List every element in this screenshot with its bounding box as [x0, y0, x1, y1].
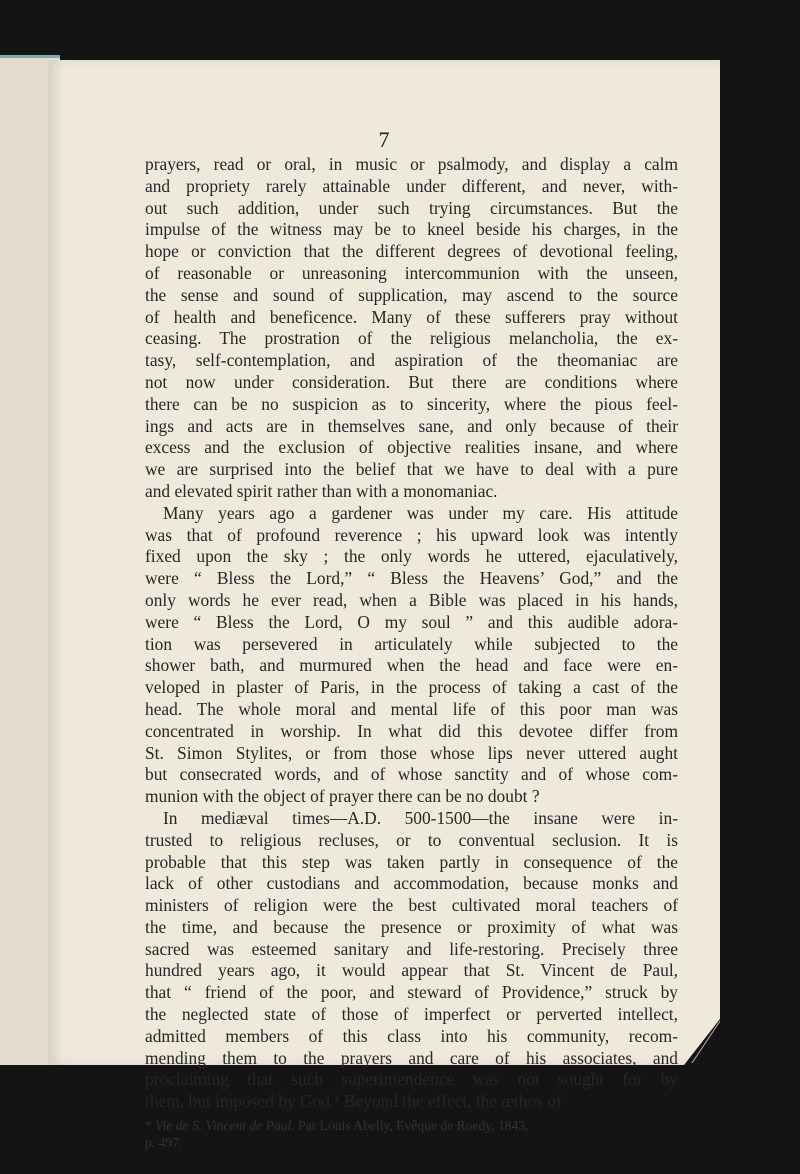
- text-line: hope or conviction that the different degrees of devotional feeling,: [145, 241, 678, 262]
- text-line: sacred was esteemed sanitary and life-restoring. Precisely three: [145, 938, 678, 959]
- text-line: shower bath, and murmured when the head and face were en-: [145, 655, 678, 676]
- text-line: head. The whole moral and mental life of this poor man was: [145, 698, 678, 719]
- footnote-title: Vie de S. Vincent de Paul.: [155, 1118, 295, 1134]
- text-line: the time, and because the presence or proximity of what was: [145, 916, 678, 937]
- text-line: proclaiming that such superintendence was not sought for by: [145, 1069, 678, 1090]
- text-line: out such addition, under such trying circumstances. But the: [145, 197, 678, 218]
- text-line: In mediæval times—A.D. 500-1500—the insane were in-: [163, 807, 678, 828]
- text-line: the sense and sound of supplication, may ascend to the source: [145, 284, 678, 305]
- text-line: and propriety rarely attainable under different, and never, with-: [145, 175, 678, 196]
- text-line: tion was persevered in articulately while subjected to the: [145, 633, 678, 654]
- footnote-text: Par Louis Abelly, Evêque de Roedy, 1843,: [298, 1118, 529, 1134]
- text-line: ceasing. The prostration of the religious melancholia, the ex-: [145, 328, 678, 349]
- text-line: not now under consideration. But there are conditions where: [145, 371, 678, 392]
- text-line: ings and acts are in themselves sane, and only because of their: [145, 415, 678, 436]
- text-line: but consecrated words, and of whose sanctity and of whose com-: [145, 764, 678, 785]
- text-line: that “ friend of the poor, and steward of Providence,” struck by: [145, 982, 678, 1003]
- text-line: prayers, read or oral, in music or psalmody, and display a calm: [145, 154, 678, 174]
- text-line: was that of profound reverence ; his upward look was intently: [145, 524, 678, 545]
- footnote-line: [145, 1117, 678, 1134]
- text-line: ministers of religion were the best cultivated moral teachers of: [145, 895, 678, 916]
- text-line: we are surprised into the belief that we have to deal with a pure: [145, 459, 678, 480]
- page-corner-fold: [684, 1019, 720, 1065]
- text-line: probable that this step was taken partly in consequence of the: [145, 851, 678, 872]
- text-line: concentrated in worship. In what did this devotee differ from: [145, 720, 678, 741]
- text-line: them, but imposed by God.¹ Beyond the effect, the œthos of: [145, 1091, 562, 1112]
- text-line: Many years ago a gardener was under my care. His attitude: [163, 502, 678, 523]
- footnote: [145, 1117, 678, 1151]
- footnote-continuation: p. 497.: [145, 1135, 183, 1151]
- text-line: admitted members of this class into his community, recom-: [145, 1025, 678, 1046]
- text-line: of health and beneficence. Many of these sufferers pray without: [145, 306, 678, 327]
- text-line: tasy, self-contemplation, and aspiration of the theomaniac are: [145, 350, 678, 371]
- text-line: there can be no suspicion as to sincerity, where the pious feel-: [145, 393, 678, 414]
- page-number: 7: [378, 127, 390, 152]
- text-line: lack of other custodians and accommodation, because monks and: [145, 873, 678, 894]
- text-line: were “ Bless the Lord, O my soul ” and this audible adora-: [145, 611, 678, 632]
- text-line: St. Simon Stylites, or from those whose lips never uttered aught: [145, 742, 678, 763]
- text-line: munion with the object of prayer there can be no doubt ?: [145, 786, 540, 807]
- text-line: veloped in plaster of Paris, in the process of taking a cast of the: [145, 677, 678, 698]
- text-line: of reasonable or unreasoning intercommunion with the unseen,: [145, 262, 678, 283]
- footnote-marker: *: [145, 1118, 152, 1134]
- text-line: and elevated spirit rather than with a monomaniac.: [145, 480, 498, 501]
- book-page: [48, 60, 720, 1151]
- text-line: impulse of the witness may be to kneel beside his charges, in the: [145, 219, 678, 240]
- footnote-line: [145, 1134, 678, 1151]
- text-line: only words he ever read, when a Bible was placed in his hands,: [145, 589, 678, 610]
- text-line: were “ Bless the Lord,” “ Bless the Heavens’ God,” and the: [145, 568, 678, 589]
- text-line: excess and the exclusion of objective realities insane, and where: [145, 437, 678, 458]
- facing-page-rule: [0, 55, 60, 58]
- text-line: mending them to the prayers and care of his associates, and: [145, 1047, 678, 1068]
- text-line: hundred years ago, it would appear that St. Vincent de Paul,: [145, 960, 678, 981]
- body-text: [145, 154, 678, 1151]
- text-line: the neglected state of those of imperfect or perverted intellect,: [145, 1004, 678, 1025]
- text-line: trusted to religious recluses, or to conventual seclusion. It is: [145, 829, 678, 850]
- text-line: fixed upon the sky ; the only words he uttered, ejaculatively,: [145, 546, 678, 567]
